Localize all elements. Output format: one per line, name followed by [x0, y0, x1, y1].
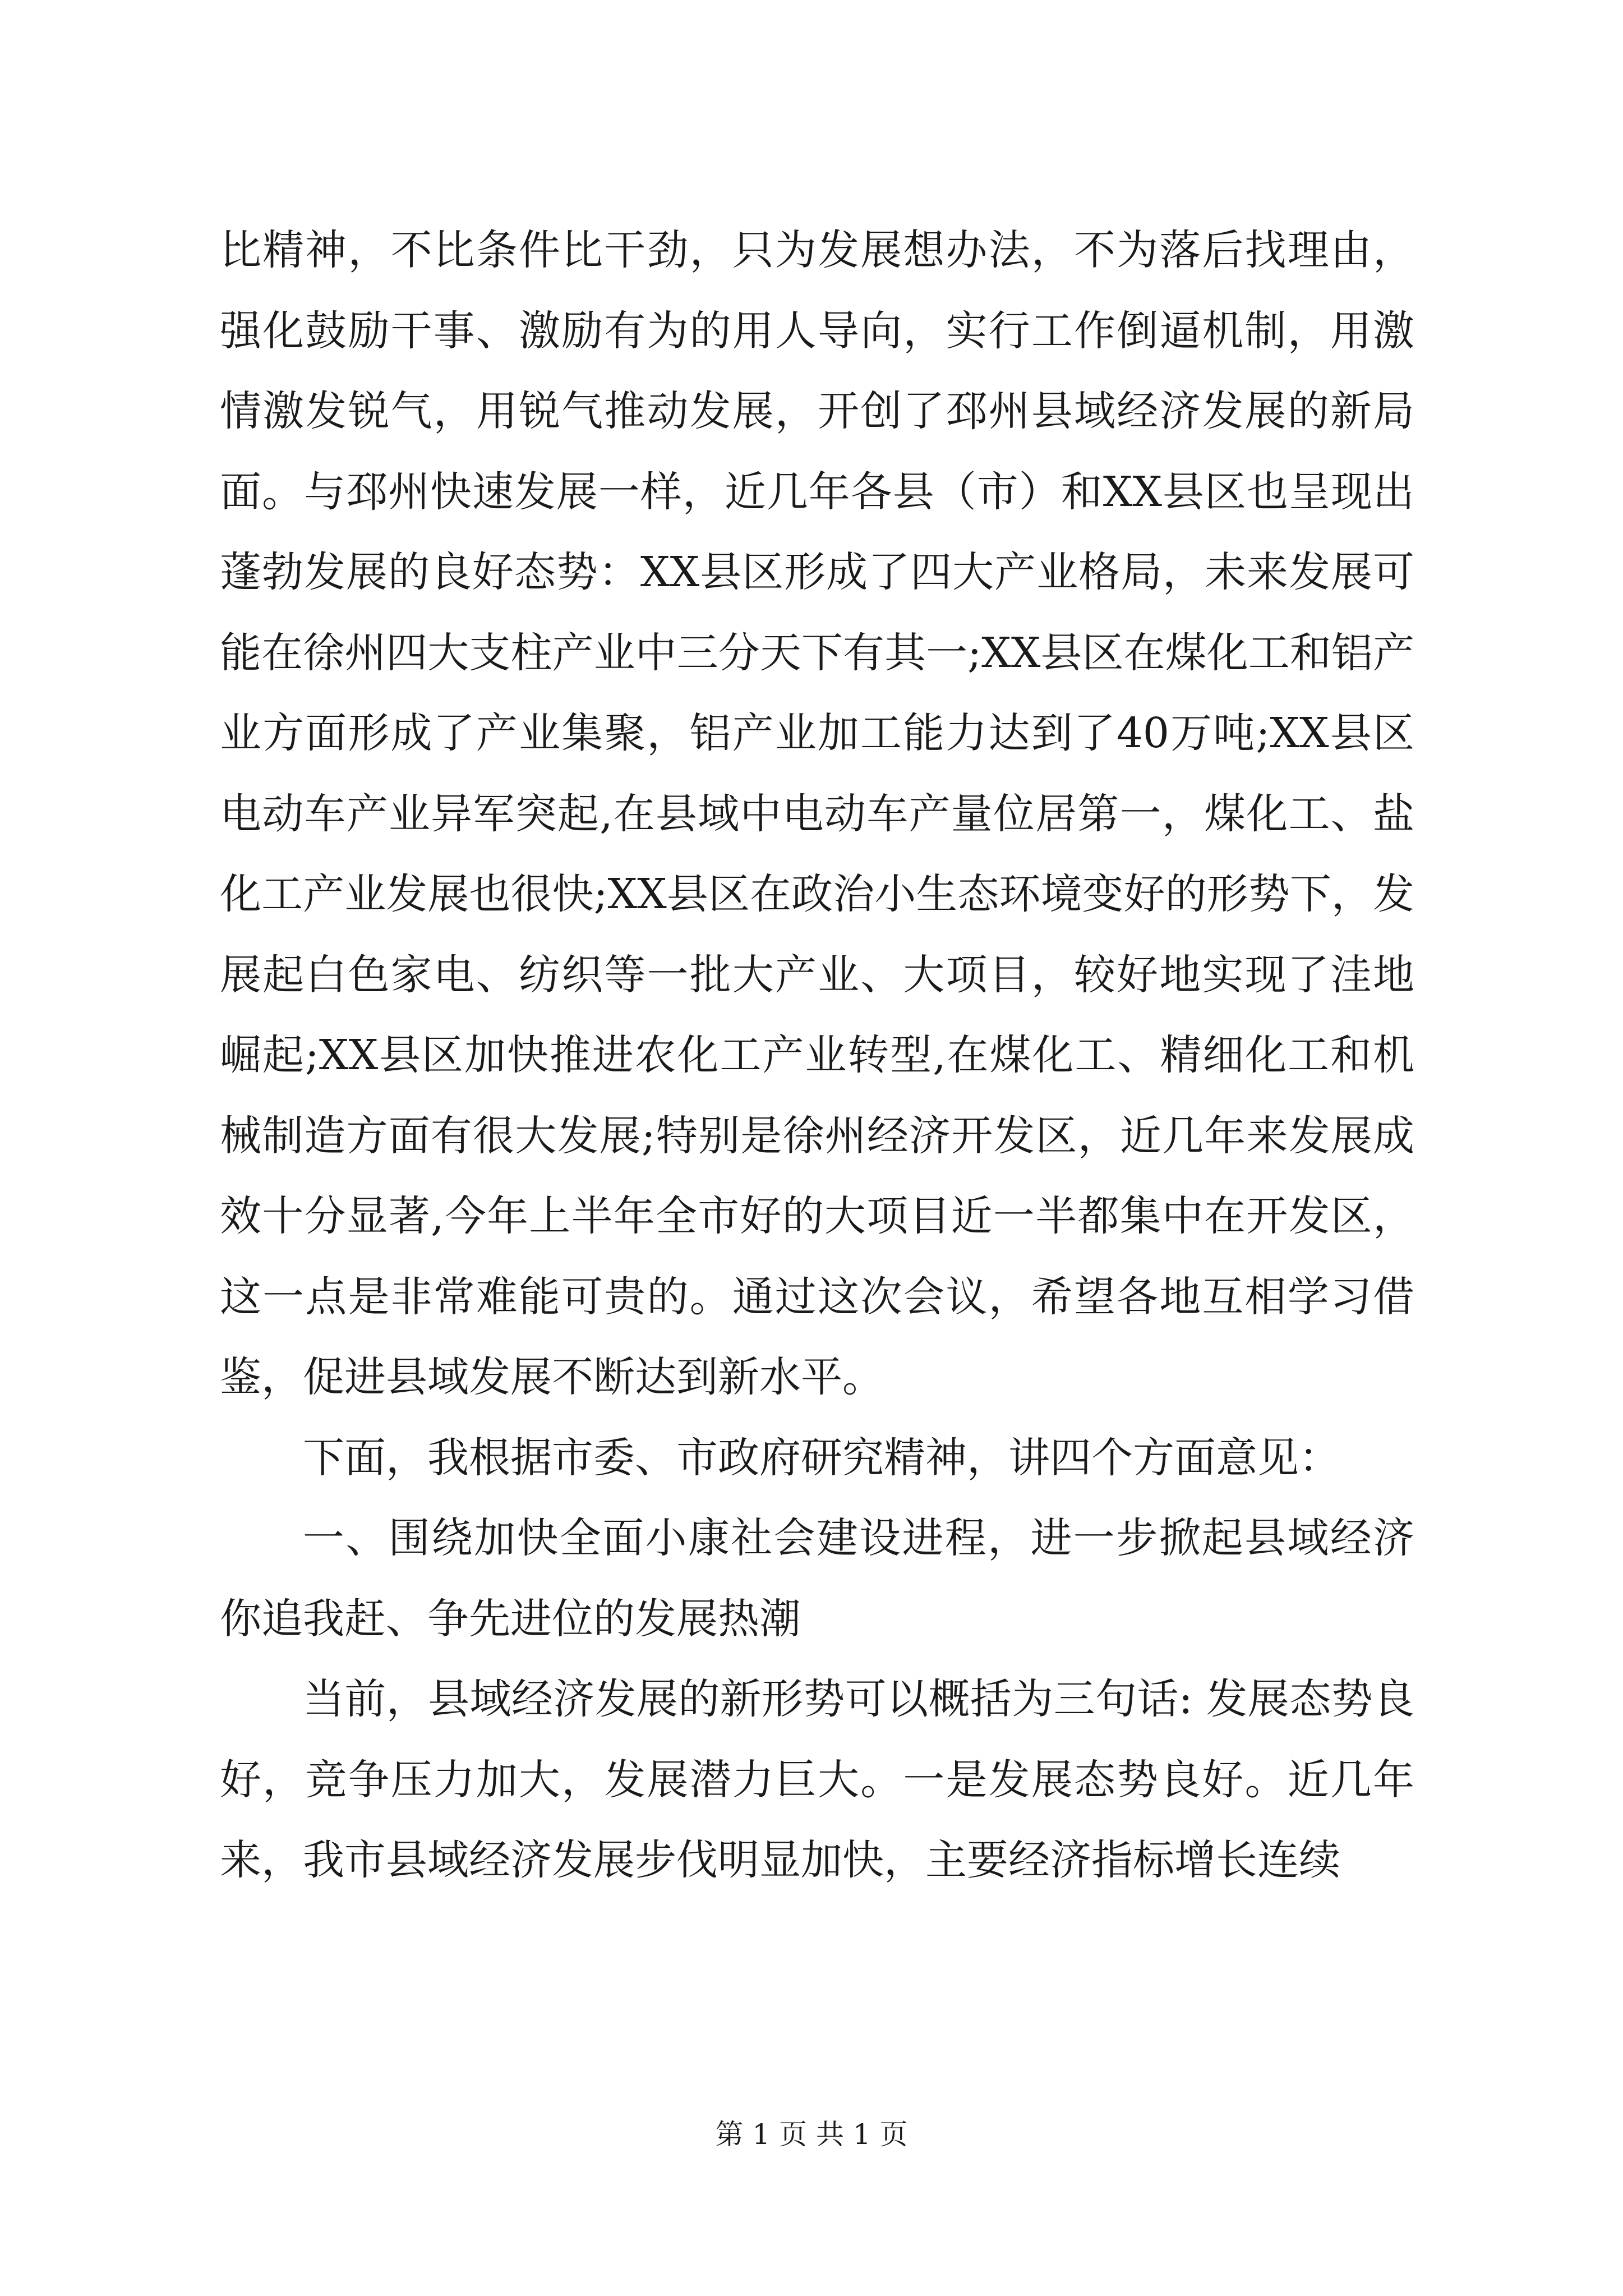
document-body	[220, 210, 1414, 1901]
page-footer: 第 1 页 共 1 页	[715, 2118, 908, 2151]
paragraph-2: 下面，我根据市委、市政府研究精神，讲四个方面意见：	[303, 1433, 1340, 1482]
section-heading-1: 一、围绕加快全面小康社会建设进程，进一步掀起县域经济你追我赶、争先进位的发展热潮	[220, 1514, 1414, 1643]
paragraph-1: 比精神，不比条件比干劲，只为发展想办法，不为落后找理由，强化鼓励干事、激励有为的用人导向，实行工作倒逼机制，用激情激发锐气，用锐气推动发展，开创了邳州县域经济发展的新局面。与邳州快速发展一样，近几年各县（市）和XX县区也呈现出蓬勃发展的良好态势：XX县区形成了四大产业格局，未来发展可能在徐州四大支柱产业中三分天下有其一;XX县区在煤化工和铝产业方面形成了产业集聚，铝产业加工能力达到了40万吨;XX县区电动车产业异军突起,在县域中电动车产量位居第一，煤化工、盐化工产业发展也很快;XX县区在政治小生态环境变好的形势下，发展起白色家电、纺织等一批大产业、大项目，较好地实现了洼地崛起;XX县区加快推进农化工产业转型,在煤化工、精细化工和机械制造方面有很大发展;特别是徐州经济开发区，近几年来发展成效十分显著,今年上半年全市好的大项目近一半都集中在开发区，这一点是非常难能可贵的。通过这次会议，希望各地互相学习借鉴，促进县域发展不断达到新水平。	[220, 226, 1414, 1401]
paragraph-3: 当前，县域经济发展的新形势可以概括为三句话: 发展态势良好，竞争压力加大，发展潜力巨大。一是发展态势良好。近几年来，我市县域经济发展步伐明显加快，主要经济指标增长连续	[220, 1675, 1414, 1884]
